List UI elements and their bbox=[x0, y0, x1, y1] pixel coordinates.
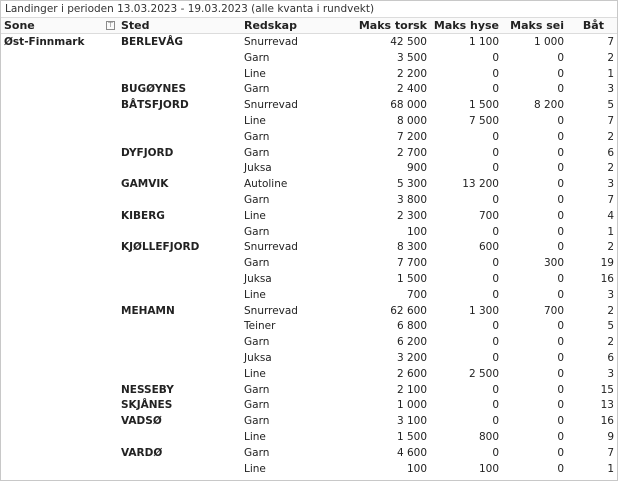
header-maks-sei[interactable]: Maks sei bbox=[510, 19, 564, 32]
table-row[interactable] bbox=[1, 51, 617, 67]
header-sone[interactable]: Sone bbox=[4, 19, 35, 32]
cell-bat: 19 bbox=[600, 257, 614, 270]
cell-maks-hyse: 0 bbox=[492, 257, 499, 270]
cell-redskap: Line bbox=[244, 367, 266, 380]
cell-bat: 3 bbox=[607, 83, 614, 96]
cell-maks-torsk: 100 bbox=[406, 462, 427, 475]
cell-maks-sei: 0 bbox=[557, 241, 564, 254]
cell-maks-sei: 0 bbox=[557, 225, 564, 238]
cell-maks-torsk: 900 bbox=[406, 162, 427, 175]
cell-redskap: Juksa bbox=[244, 351, 272, 364]
cell-bat: 15 bbox=[600, 383, 614, 396]
cell-maks-sei: 0 bbox=[557, 336, 564, 349]
cell-maks-sei: 0 bbox=[557, 209, 564, 222]
cell-sted: DYFJORD bbox=[121, 146, 174, 159]
cell-sted: GAMVIK bbox=[121, 178, 169, 191]
table-row[interactable] bbox=[1, 288, 617, 304]
cell-bat: 1 bbox=[607, 225, 614, 238]
cell-maks-hyse: 0 bbox=[492, 225, 499, 238]
table-row[interactable] bbox=[1, 256, 617, 272]
cell-maks-sei: 0 bbox=[557, 320, 564, 333]
cell-bat: 3 bbox=[607, 367, 614, 380]
cell-maks-torsk: 7 700 bbox=[396, 257, 427, 270]
cell-bat: 2 bbox=[607, 130, 614, 143]
cell-maks-torsk: 1 500 bbox=[396, 430, 427, 443]
table-body bbox=[1, 35, 617, 477]
table-header bbox=[1, 17, 617, 34]
cell-maks-hyse: 0 bbox=[492, 383, 499, 396]
table-row[interactable] bbox=[1, 335, 617, 351]
cell-maks-torsk: 1 000 bbox=[396, 399, 427, 412]
cell-maks-sei: 0 bbox=[557, 130, 564, 143]
cell-maks-sei: 0 bbox=[557, 146, 564, 159]
cell-maks-sei: 0 bbox=[557, 383, 564, 396]
cell-maks-torsk: 3 100 bbox=[396, 415, 427, 428]
cell-bat: 13 bbox=[600, 399, 614, 412]
cell-sted: NESSEBY bbox=[121, 383, 174, 396]
cell-maks-sei: 0 bbox=[557, 193, 564, 206]
cell-bat: 7 bbox=[607, 114, 614, 127]
cell-sted: VADSØ bbox=[121, 415, 162, 428]
cell-maks-torsk: 2 700 bbox=[396, 146, 427, 159]
cell-sted: KJØLLEFJORD bbox=[121, 241, 200, 254]
cell-maks-hyse: 0 bbox=[492, 288, 499, 301]
cell-bat: 1 bbox=[607, 67, 614, 80]
cell-sted: SKJÅNES bbox=[121, 399, 173, 412]
cell-maks-hyse: 1 100 bbox=[468, 36, 499, 48]
table-row[interactable] bbox=[1, 114, 617, 130]
cell-redskap: Snurrevad bbox=[244, 304, 298, 317]
cell-maks-hyse: 0 bbox=[492, 399, 499, 412]
header-maks-torsk[interactable]: Maks torsk bbox=[358, 19, 427, 32]
header-bat[interactable]: Båt bbox=[582, 19, 604, 32]
table-row[interactable] bbox=[1, 319, 617, 335]
cell-maks-sei: 0 bbox=[557, 430, 564, 443]
cell-redskap: Garn bbox=[244, 146, 270, 159]
cell-maks-hyse: 1 300 bbox=[468, 304, 499, 317]
cell-maks-sei: 0 bbox=[557, 446, 564, 459]
cell-maks-sei: 300 bbox=[543, 257, 564, 270]
table-row[interactable] bbox=[1, 98, 617, 114]
cell-maks-torsk: 700 bbox=[406, 288, 427, 301]
cell-maks-sei: 8 200 bbox=[533, 99, 564, 112]
cell-maks-hyse: 800 bbox=[478, 430, 499, 443]
cell-maks-hyse: 7 500 bbox=[468, 114, 499, 127]
cell-maks-sei: 0 bbox=[557, 272, 564, 285]
table-row[interactable] bbox=[1, 240, 617, 256]
cell-bat: 7 bbox=[607, 36, 614, 48]
cell-redskap: Garn bbox=[244, 257, 270, 270]
cell-redskap: Garn bbox=[244, 399, 270, 412]
cell-redskap: Autoline bbox=[244, 178, 288, 191]
cell-sted: VARDØ bbox=[121, 446, 163, 459]
cell-redskap: Garn bbox=[244, 446, 270, 459]
cell-maks-hyse: 700 bbox=[478, 209, 499, 222]
table-row[interactable] bbox=[1, 35, 617, 51]
cell-sone: Øst-Finnmark bbox=[4, 36, 85, 48]
cell-redskap: Line bbox=[244, 462, 266, 475]
cell-maks-torsk: 6 800 bbox=[396, 320, 427, 333]
cell-bat: 7 bbox=[607, 446, 614, 459]
cell-maks-sei: 0 bbox=[557, 399, 564, 412]
cell-redskap: Garn bbox=[244, 51, 270, 64]
cell-maks-sei: 0 bbox=[557, 462, 564, 475]
cell-maks-hyse: 0 bbox=[492, 320, 499, 333]
cell-maks-sei: 0 bbox=[557, 83, 564, 96]
cell-bat: 1 bbox=[607, 462, 614, 475]
cell-redskap: Line bbox=[244, 288, 266, 301]
cell-redskap: Snurrevad bbox=[244, 241, 298, 254]
cell-maks-sei: 1 000 bbox=[533, 36, 564, 48]
cell-maks-torsk: 2 200 bbox=[396, 67, 427, 80]
cell-redskap: Snurrevad bbox=[244, 36, 298, 48]
table-row[interactable] bbox=[1, 414, 617, 430]
cell-bat: 2 bbox=[607, 162, 614, 175]
table-row[interactable] bbox=[1, 430, 617, 446]
cell-redskap: Garn bbox=[244, 415, 270, 428]
cell-maks-torsk: 8 300 bbox=[396, 241, 427, 254]
cell-bat: 2 bbox=[607, 51, 614, 64]
cell-maks-hyse: 1 500 bbox=[468, 99, 499, 112]
cell-bat: 2 bbox=[607, 241, 614, 254]
table-row[interactable] bbox=[1, 304, 617, 320]
cell-maks-hyse: 0 bbox=[492, 51, 499, 64]
filter-icon[interactable]: ⊤ bbox=[107, 21, 114, 29]
table-row[interactable] bbox=[1, 67, 617, 83]
cell-redskap: Juksa bbox=[244, 162, 272, 175]
cell-bat: 4 bbox=[607, 209, 614, 222]
cell-maks-sei: 0 bbox=[557, 351, 564, 364]
cell-maks-torsk: 2 400 bbox=[396, 83, 427, 96]
cell-maks-hyse: 0 bbox=[492, 272, 499, 285]
cell-maks-torsk: 3 200 bbox=[396, 351, 427, 364]
cell-maks-sei: 0 bbox=[557, 114, 564, 127]
cell-sted: KIBERG bbox=[121, 209, 165, 222]
cell-maks-hyse: 0 bbox=[492, 130, 499, 143]
cell-redskap: Garn bbox=[244, 336, 270, 349]
report-title: Landinger i perioden 13.03.2023 - 19.03.2023 (alle kvanta i rundvekt) bbox=[5, 3, 375, 15]
cell-redskap: Teiner bbox=[244, 320, 276, 333]
cell-redskap: Garn bbox=[244, 193, 270, 206]
table-row[interactable] bbox=[1, 225, 617, 241]
cell-maks-torsk: 68 000 bbox=[390, 99, 427, 112]
cell-maks-torsk: 2 600 bbox=[396, 367, 427, 380]
cell-redskap: Snurrevad bbox=[244, 99, 298, 112]
table-row[interactable] bbox=[1, 462, 617, 478]
cell-bat: 2 bbox=[607, 304, 614, 317]
cell-maks-sei: 700 bbox=[543, 304, 564, 317]
table-row[interactable] bbox=[1, 161, 617, 177]
cell-maks-hyse: 0 bbox=[492, 193, 499, 206]
cell-maks-hyse: 0 bbox=[492, 336, 499, 349]
cell-maks-hyse: 600 bbox=[478, 241, 499, 254]
cell-redskap: Garn bbox=[244, 83, 270, 96]
cell-bat: 9 bbox=[607, 430, 614, 443]
cell-maks-torsk: 7 200 bbox=[396, 130, 427, 143]
cell-redskap: Juksa bbox=[244, 272, 272, 285]
cell-maks-torsk: 42 500 bbox=[390, 36, 427, 48]
table-row[interactable] bbox=[1, 367, 617, 383]
table-row[interactable] bbox=[1, 130, 617, 146]
cell-maks-sei: 0 bbox=[557, 178, 564, 191]
table-row[interactable] bbox=[1, 82, 617, 98]
cell-maks-torsk: 3 800 bbox=[396, 193, 427, 206]
table-row[interactable] bbox=[1, 383, 617, 399]
cell-bat: 5 bbox=[607, 320, 614, 333]
cell-bat: 3 bbox=[607, 178, 614, 191]
table-row[interactable] bbox=[1, 193, 617, 209]
table-row[interactable] bbox=[1, 209, 617, 225]
cell-maks-torsk: 1 500 bbox=[396, 272, 427, 285]
cell-sted: MEHAMN bbox=[121, 304, 175, 317]
cell-redskap: Garn bbox=[244, 383, 270, 396]
cell-maks-sei: 0 bbox=[557, 67, 564, 80]
cell-sted: BÅTSFJORD bbox=[121, 99, 189, 112]
table-row[interactable] bbox=[1, 446, 617, 462]
cell-sted: BUGØYNES bbox=[121, 83, 187, 96]
cell-redskap: Garn bbox=[244, 130, 270, 143]
cell-maks-sei: 0 bbox=[557, 51, 564, 64]
cell-bat: 2 bbox=[607, 336, 614, 349]
cell-sted: BERLEVÅG bbox=[121, 36, 183, 48]
cell-redskap: Garn bbox=[244, 225, 270, 238]
cell-maks-sei: 0 bbox=[557, 415, 564, 428]
cell-redskap: Line bbox=[244, 209, 266, 222]
header-maks-hyse[interactable]: Maks hyse bbox=[433, 19, 499, 32]
cell-bat: 7 bbox=[607, 193, 614, 206]
cell-maks-hyse: 100 bbox=[478, 462, 499, 475]
table-row[interactable] bbox=[1, 272, 617, 288]
cell-bat: 6 bbox=[607, 146, 614, 159]
cell-maks-hyse: 0 bbox=[492, 415, 499, 428]
cell-maks-hyse: 2 500 bbox=[468, 367, 499, 380]
table-row[interactable] bbox=[1, 146, 617, 162]
header-redskap[interactable]: Redskap bbox=[244, 19, 297, 32]
cell-bat: 5 bbox=[607, 99, 614, 112]
cell-redskap: Line bbox=[244, 114, 266, 127]
cell-maks-hyse: 0 bbox=[492, 83, 499, 96]
cell-maks-sei: 0 bbox=[557, 367, 564, 380]
cell-maks-hyse: 0 bbox=[492, 446, 499, 459]
cell-bat: 16 bbox=[600, 415, 614, 428]
cell-maks-torsk: 3 500 bbox=[396, 51, 427, 64]
header-sted[interactable]: Sted bbox=[121, 19, 150, 32]
cell-maks-torsk: 2 300 bbox=[396, 209, 427, 222]
cell-bat: 16 bbox=[600, 272, 614, 285]
cell-maks-torsk: 4 600 bbox=[396, 446, 427, 459]
cell-redskap: Line bbox=[244, 430, 266, 443]
cell-maks-hyse: 0 bbox=[492, 351, 499, 364]
cell-maks-torsk: 6 200 bbox=[396, 336, 427, 349]
cell-maks-hyse: 0 bbox=[492, 67, 499, 80]
cell-bat: 3 bbox=[607, 288, 614, 301]
cell-maks-torsk: 5 300 bbox=[396, 178, 427, 191]
cell-maks-torsk: 8 000 bbox=[396, 114, 427, 127]
cell-maks-sei: 0 bbox=[557, 288, 564, 301]
table-row[interactable] bbox=[1, 351, 617, 367]
cell-maks-torsk: 62 600 bbox=[390, 304, 427, 317]
cell-maks-sei: 0 bbox=[557, 162, 564, 175]
cell-maks-torsk: 100 bbox=[406, 225, 427, 238]
table-row[interactable] bbox=[1, 398, 617, 414]
cell-maks-hyse: 0 bbox=[492, 146, 499, 159]
cell-maks-hyse: 0 bbox=[492, 162, 499, 175]
cell-bat: 6 bbox=[607, 351, 614, 364]
cell-maks-hyse: 13 200 bbox=[462, 178, 499, 191]
cell-maks-torsk: 2 100 bbox=[396, 383, 427, 396]
cell-redskap: Line bbox=[244, 67, 266, 80]
table-row[interactable] bbox=[1, 177, 617, 193]
